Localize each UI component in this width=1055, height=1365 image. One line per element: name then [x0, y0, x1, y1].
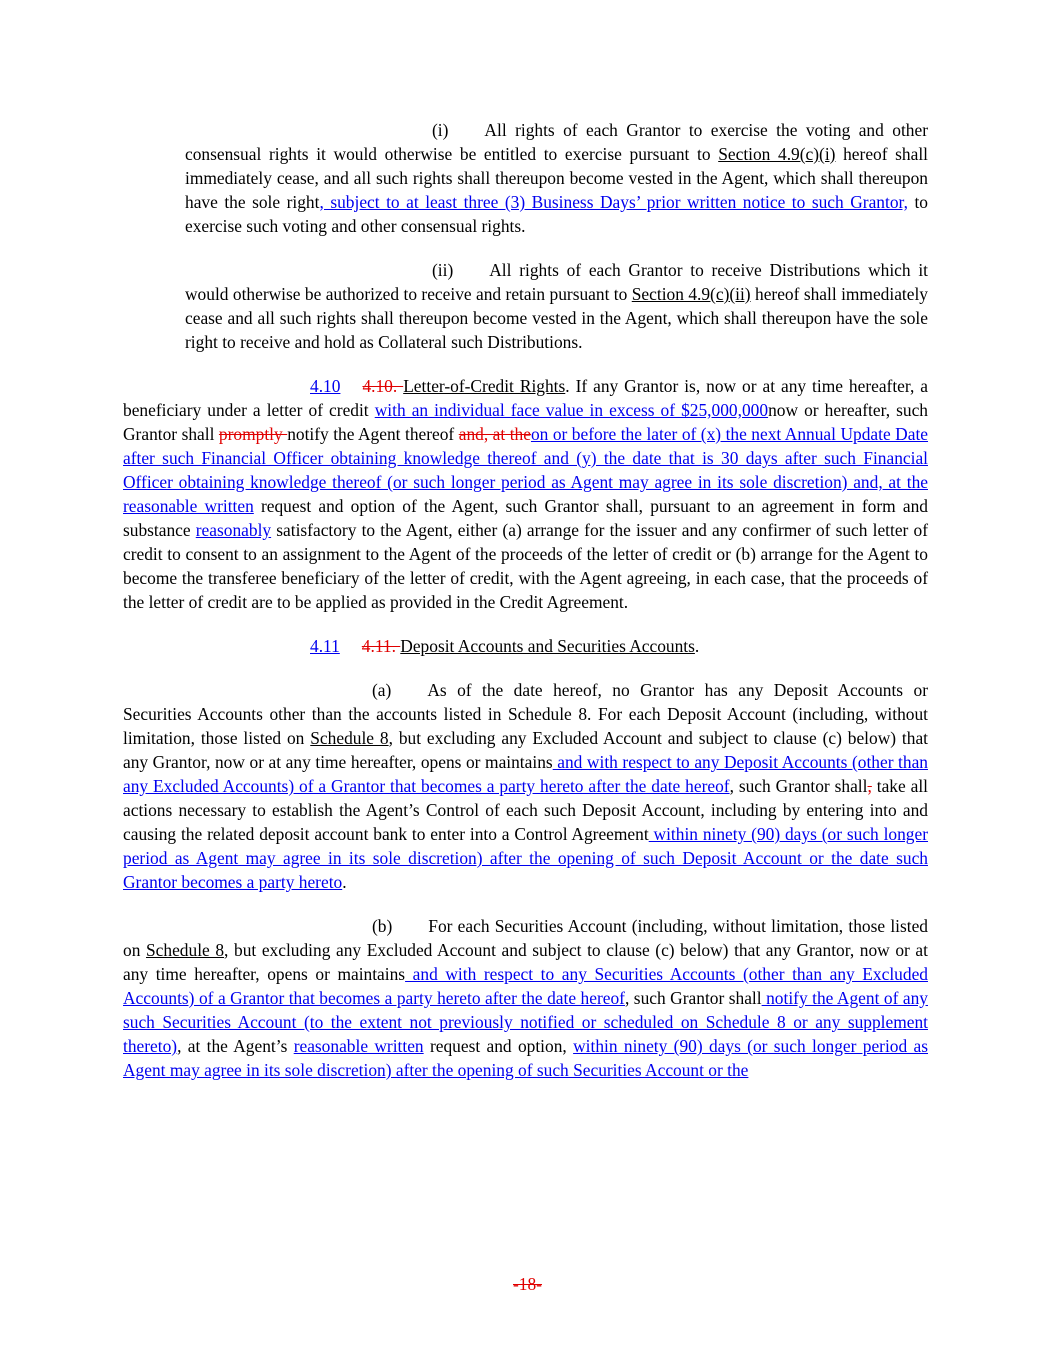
paragraph	[123, 374, 928, 614]
text-run: (b)	[372, 916, 393, 936]
text-run: notify the Agent thereof	[287, 424, 459, 444]
text-run: , at the Agent’s	[177, 1036, 294, 1056]
inserted-text: reasonable written	[293, 1036, 424, 1056]
text-run: (i)	[432, 120, 449, 140]
underlined-text: Section 4.9(c)(i)	[718, 144, 836, 164]
underlined-text: Deposit Accounts and Securities Accounts	[400, 636, 695, 656]
paragraph	[123, 634, 928, 658]
underlined-text: Letter-of-Credit Rights	[403, 376, 566, 396]
deleted-text: 4.10.	[362, 376, 404, 396]
underlined-text: Section 4.9(c)(ii)	[631, 284, 751, 304]
inserted-text: within ninety (90) days (or such longer period as Agent may agree in its sole discretion) after the opening of such Securities Account or the	[123, 1036, 928, 1080]
inserted-text: within ninety (90) days (or such longer period as Agent may agree in its sole discretion) after the opening of such Deposit Account or the date such Grantor becomes a party hereto	[123, 824, 929, 892]
deleted-text: and, at the	[458, 424, 531, 444]
text-run: , such Grantor shall	[624, 988, 762, 1008]
inserted-text: reasonably	[195, 520, 272, 540]
inserted-text: and with respect to any Deposit Accounts (other than any Excluded Accounts) of a Grantor that becomes a party hereto after the date hereof	[123, 752, 928, 796]
text-run: hereof shall immediately cease, and all such rights shall thereupon become vested in the Agent, which shall thereupon have the sole right	[185, 144, 929, 212]
deleted-text: ,	[867, 776, 872, 796]
page-number: -18-	[513, 1274, 542, 1294]
inserted-text: on or before the later of (x) the next Annual Update Date after such Financial Officer obtaining knowledge thereof and (y) the date that is 30 days after such Financial Officer obtaining knowledge thereof (or such longer period as Agent may agree in its sole discretion) and, at the reasonable written	[123, 424, 929, 516]
text-run: request and option,	[423, 1036, 574, 1056]
text-run: .	[342, 872, 347, 892]
text-run: For each Securities Account (including, without limitation, those listed on	[123, 916, 928, 960]
text-run: to exercise such voting and other consensual rights.	[185, 192, 929, 236]
text-run: (a)	[372, 680, 392, 700]
text-run: . If any Grantor is, now or at any time hereafter, a beneficiary under a letter of credit	[123, 376, 929, 420]
text-run: now or hereafter, such Grantor shall	[123, 400, 928, 444]
document-body	[123, 118, 928, 1082]
inserted-text: with an individual face value in excess of $25,000,000	[374, 400, 769, 420]
paragraph	[123, 914, 928, 1082]
inserted-text: 4.11	[310, 636, 340, 656]
inserted-text: notify the Agent of any such Securities Account (to the extent not previously notified or scheduled on Schedule 8 or any supplement thereto)	[123, 988, 928, 1056]
text-run: , but excluding any Excluded Account and subject to clause (c) below) that any Grantor, now or at any time hereafter, opens or maintains	[123, 728, 928, 772]
text-run: request and option of the Agent, such Grantor shall, pursuant to an agreement in form and substance	[123, 496, 928, 540]
page-footer	[0, 1272, 1055, 1296]
inserted-text: 4.10	[310, 376, 341, 396]
inserted-text: , subject to at least three (3) Business Days’ prior written notice to such Grantor,	[319, 192, 908, 212]
text-run: .	[694, 636, 700, 656]
underlined-text: Schedule 8	[310, 728, 389, 748]
paragraph	[123, 678, 928, 894]
text-run: (ii)	[432, 260, 454, 280]
paragraph	[185, 258, 928, 354]
text-run: All rights of each Grantor to receive Distributions which it would otherwise be authorized to receive and retain pursuant to	[185, 260, 928, 304]
text-run: As of the date hereof, no Grantor has any Deposit Accounts or Securities Accounts other than the accounts listed in Schedule 8. For each Deposit Account (including, without limitation, those listed on	[123, 680, 928, 748]
text-run: satisfactory to the Agent, either (a) arrange for the issuer and any confirmer of such letter of credit to consent to an assignment to the Agent of the proceeds of the letter of credit or (b) arrange for the Agent to become the transferee beneficiary of the letter of credit, with the Agent agreeing, in each case, that the proceeds of the letter of credit are to be applied as provided in the Credit Agreement.	[123, 520, 928, 612]
paragraph	[185, 118, 928, 238]
underlined-text: Schedule 8	[146, 940, 225, 960]
inserted-text: and with respect to any Securities Accounts (other than any Excluded Accounts) of a Grantor that becomes a party hereto after the date hereof	[123, 964, 928, 1008]
text-run: , such Grantor shall	[729, 776, 868, 796]
text-run: hereof shall immediately cease and all such rights shall thereupon become vested in the Agent, which shall thereupon have the sole right to receive and hold as Collateral such Distributions.	[185, 284, 928, 352]
deleted-text: promptly	[218, 424, 288, 444]
text-run: , but excluding any Excluded Account and subject to clause (c) below) that any Grantor, now or at any time hereafter, opens or maintains	[123, 940, 928, 984]
deleted-text: 4.11.	[361, 636, 401, 656]
text-run: All rights of each Grantor to exercise the voting and other consensual rights it would otherwise be entitled to exercise pursuant to	[185, 120, 928, 164]
text-run: take all actions necessary to establish the Agent’s Control of each such Deposit Account, including by entering into and causing the related deposit account bank to enter into a Control Agreement	[123, 776, 929, 844]
